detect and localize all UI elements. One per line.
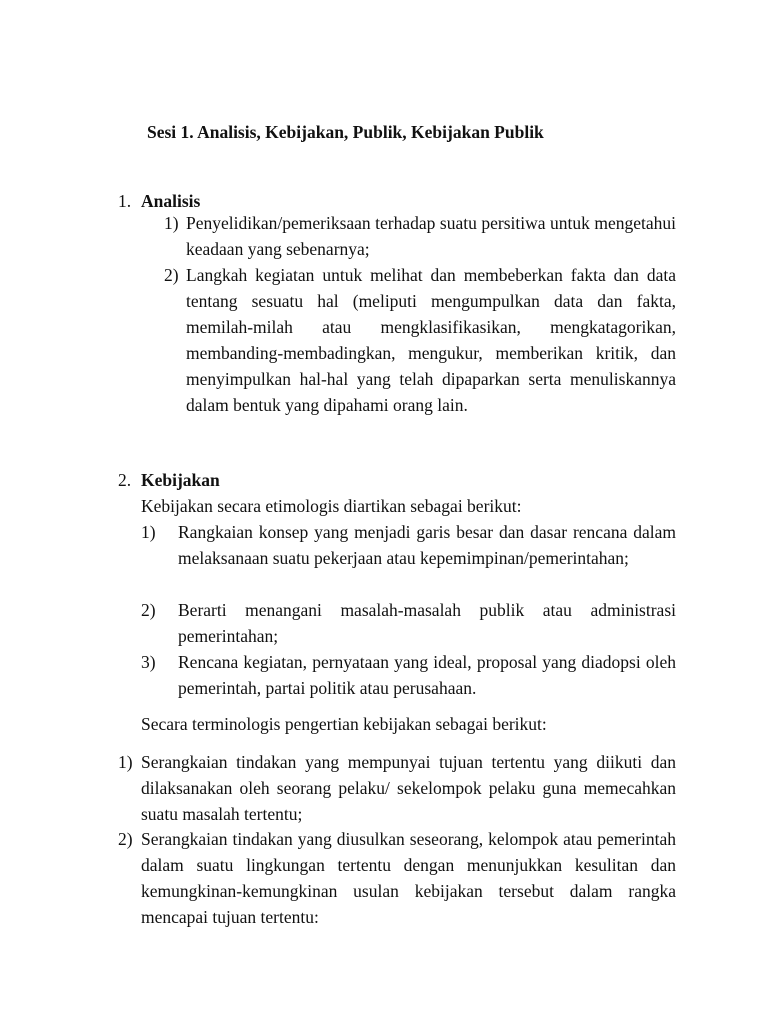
- terminology-item1-text: Serangkaian tindakan yang mempunyai tujuan tertentu yang diikuti dan dilaksanakan oleh seorang pelaku/ sekelompok pelaku guna memecahkan suatu masalah tertentu;: [141, 752, 676, 824]
- section1-item1-marker: 1): [164, 213, 179, 233]
- terminology-item2-marker: 2): [118, 829, 133, 849]
- section2-item1-marker: 1): [141, 522, 156, 542]
- section1-heading: Analisis: [141, 191, 201, 211]
- section2-number: 2.: [118, 470, 132, 490]
- section2-item3-marker: 3): [141, 652, 156, 672]
- terminology-item2-text: Serangkaian tindakan yang diusulkan seseorang, kelompok atau pemerintah dalam suatu lingkungan tertentu dengan menunjukkan kesulitan dan kemungkinan-kemungkinan usulan kebijakan tersebut dalam rangka mencapai tujuan tertentu:: [141, 829, 676, 927]
- section1-item2-marker: 2): [164, 265, 179, 285]
- section2-item1-text: Rangkaian konsep yang menjadi garis besar dan dasar rencana dalam melaksanaan suatu pekerjaan atau kepemimpinan/pemerintahan;: [178, 522, 676, 568]
- section2-item3-text: Rencana kegiatan, pernyataan yang ideal, proposal yang diadopsi oleh pemerintah, partai politik atau perusahaan.: [178, 652, 676, 698]
- terminology-item1-marker: 1): [118, 752, 133, 772]
- section2-item2-text: Berarti menangani masalah-masalah publik atau administrasi pemerintahan;: [178, 600, 676, 646]
- section2-intro: Kebijakan secara etimologis diartikan sebagai berikut:: [141, 496, 522, 516]
- terminology-intro: Secara terminologis pengertian kebijakan sebagai berikut:: [141, 714, 547, 734]
- section2-item2-marker: 2): [141, 600, 156, 620]
- document-title: Sesi 1. Analisis, Kebijakan, Publik, Kebijakan Publik: [147, 122, 544, 142]
- section1-number: 1.: [118, 191, 132, 211]
- section1-item1-text: Penyelidikan/pemeriksaan terhadap suatu persitiwa untuk mengetahui keadaan yang sebenarnya;: [186, 213, 676, 259]
- section1-item2-text: Langkah kegiatan untuk melihat dan membeberkan fakta dan data tentang sesuatu hal (meliputi mengumpulkan data dan fakta, memilah-milah atau mengklasifikasikan, mengkatagorikan, membanding-membadingkan, mengukur, memberikan kritik, dan menyimpulkan hal-hal yang telah dipaparkan serta menuliskannya dalam bentuk yang dipahami orang lain.: [186, 265, 676, 415]
- section2-heading: Kebijakan: [141, 470, 220, 490]
